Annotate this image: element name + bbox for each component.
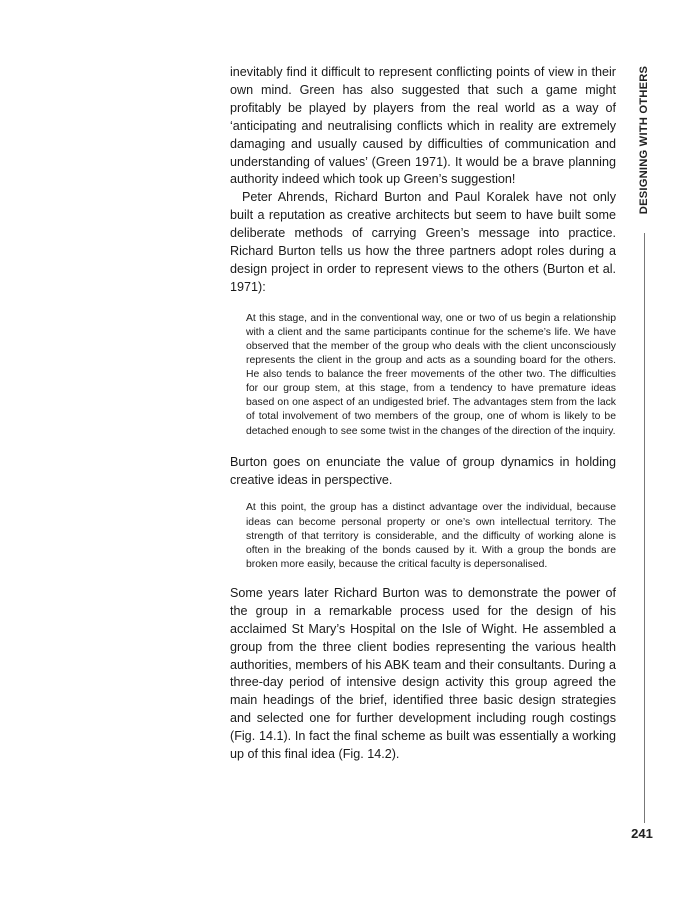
paragraph-2: Peter Ahrends, Richard Burton and Paul Koralek have not only built a reputation as creative architects but seem to have built some deliberate methods of carrying Green’s message into practice. Richard Burton tells us how the three partners adopt roles during a design project in order to represent views to the others (Burton et al. 1971): xyxy=(230,190,616,294)
block-quote-1: At this stage, and in the conventional way, one or two of us begin a relationship with a client and the same participants continue for the scheme’s life. We have observed that the member of the group who deals with the client unconsciously represents the client in the group and acts as a sounding board for the others. He also tends to balance the freer movements of the other two. The difficulties for our group stem, at this stage, from a tendency to have premature ideas based on one aspect of an undigested brief. The advantages stem from the lack of total involvement of two members of the group, one of whom is likely to be detached enough to see some twist in the changes of the direction of the inquiry. xyxy=(246,312,616,437)
paragraph-3: Burton goes on enunciate the value of group dynamics in holding creative ideas in perspective. xyxy=(230,454,616,487)
block-quote-2: At this point, the group has a distinct advantage over the individual, because ideas can become personal property or one’s own intellectual territory. The strength of that territory is considerable, and the difficulty of working alone is often in the breaking of the bonds caused by it. With a group the bonds are broken more easily, because the critical faculty is depersonalised. xyxy=(246,502,616,570)
running-header xyxy=(635,65,653,215)
running-header-text: DESIGNING WITH OTHERS xyxy=(638,65,650,215)
main-text-column xyxy=(230,64,616,764)
paragraph-4: Some years later Richard Burton was to demonstrate the power of the group in a remarkable process used for the design of his acclaimed St Mary’s Hospital on the Isle of Wight. He assembled a group from the three client bodies representing the various health authorities, members of his ABK team and their consultants. During a three-day period of intensive design activity this group agreed the main headings of the brief, identified three basic design strategies and selected one for further development including rough costings (Fig. 14.1). In fact the final scheme as built was essentially a working up of this final idea (Fig. 14.2). xyxy=(230,585,616,762)
side-divider-rule xyxy=(644,233,645,823)
paragraph-1: inevitably find it difficult to represent conflicting points of view in their own mind. Green has also suggested that such a game might profitably be played by players from the real world as a way of ‘anticipating and neutralising conflicts which in reality are extremely damaging and usually caused by difficulties of communication and understanding of values’ (Green 1971). It would be a brave planning authority indeed which took up Green’s suggestion! xyxy=(230,65,616,187)
page-number: 241 xyxy=(631,826,653,841)
